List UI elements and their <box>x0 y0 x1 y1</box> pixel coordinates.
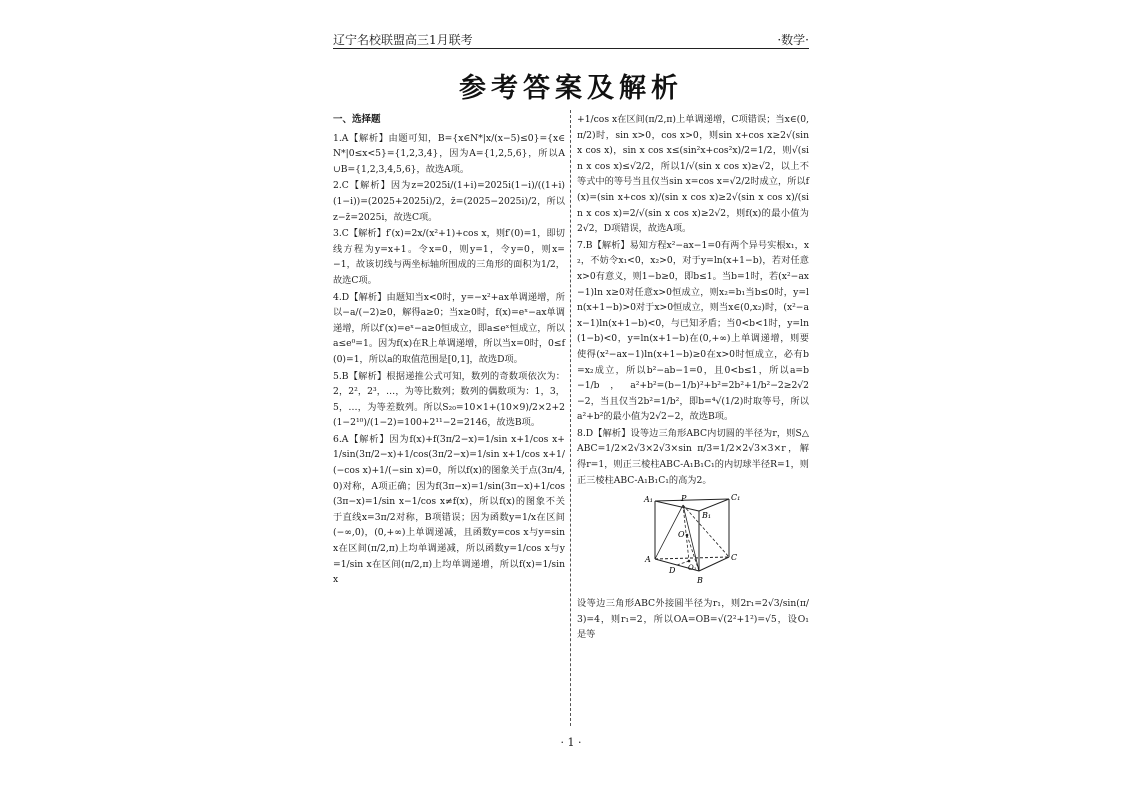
label-a1: A₁ <box>644 495 653 505</box>
page-title: 参考答案及解析 <box>459 73 683 104</box>
answer-6-continued: +1/cos x在区间(π/2,π)上单调递增，C项错误；当x∈(0,π/2)时，sin x>0，cos x>0，则sin x+cos x≥2√(sin x cos x)，sin x cos x≤(sin²x+cos²x)/2=1/2，则√(sin x cos x)≤√2/2，所以1/√(sin x cos x)≥√2，以上不等式中的等号当且仅当sin x=cos x=√2/2时成立，所以f(x)=(sin x+cos x)/(sin x cos x)≥2√(sin x cos x)/(sin x cos x)=2/√(sin x cos x)≥2√2，则f(x)的最小值为2√2，D项错误，故选A项。 <box>577 114 809 235</box>
answer-4: 4.D【解析】由题知当x<0时，y=−x²+ax单调递增，所以−a/(−2)≥0，解得a≥0；当x≥0时，f(x)=eˣ−ax单调递增，所以f′(x)=eˣ−a≥0恒成立，即a≤eˣ恒成立，所以a≤e⁰=1。因为f(x)在R上单调递增，所以当x=0时，0≤f(0)=1，所以a的取值范围是[0,1]，故选D项。 <box>333 291 565 365</box>
label-o1: O₁ <box>688 564 697 573</box>
label-a: A <box>645 555 651 565</box>
subject-label: ·数学· <box>777 33 809 47</box>
answer-2: 2.C【解析】因为z=2025i/(1+i)=2025i(1−i)/((1+i)(1−i))=(2025+2025i)/2，z̄=(2025−2025i)/2，所以z−z̄=2025i，故选C项。 <box>333 180 565 223</box>
label-o: O <box>678 530 685 540</box>
right-column <box>577 112 809 644</box>
running-header <box>333 28 809 49</box>
label-c: C <box>731 553 738 563</box>
prism-figure <box>577 491 809 591</box>
answer-6: 6.A【解析】因为f(x)+f(3π/2−x)=1/sin x+1/cos x+1/sin(3π/2−x)+1/cos(3π/2−x)=1/sin x+1/cos x+1/(−cos x)+1/(−sin x)=0，所以f(x)的图象关于点(3π/4,0)对称，A项正确；因为f(3π−x)=1/sin(3π−x)+1/cos(3π−x)=1/sin x−1/cos x≠f(x)，所以f(x)的图象不关于直线x=3π/2对称，B项错误；因为函数y=1/x在区间(−∞,0)，(0,+∞)上单调递减，且函数y=cos x与y=sin x在区间(π/2,π)上均单调递减，所以函数y=1/cos x与y=1/sin x在区间(π/2,π)上均单调递增，所以f(x)=1/sin x <box>333 433 565 586</box>
answer-8: 8.D【解析】设等边三角形ABC内切圆的半径为r，则S△ABC=1/2×2√3×2√3×sin π/3=1/2×2√3×3×r，解得r=1，则正三棱柱ABC-A₁B₁C₁的内切球半径R=1，则正三棱柱ABC-A₁B₁C₁的高为2。 <box>577 427 809 486</box>
answer-5: 5.B【解析】根据递推公式可知，数列的奇数项依次为：2，2²，2³，…，为等比数列；数列的偶数项为：1，3，5，…，为等差数列。所以S₂₀=10×1+(10×9)/2×2+2(1−2¹⁰)/(1−2)=100+2¹¹−2=2146，故选B项。 <box>333 370 565 429</box>
label-d: D <box>669 566 676 576</box>
answer-7: 7.B【解析】易知方程x²−ax−1=0有两个异号实根x₁，x₂，不妨令x₁<0，x₂>0，对于y=ln(x+1−b)，若对任意x>0有意义，则1−b≥0，即b≤1。当b=1时，若(x²−ax−1)ln x≥0对任意x>0恒成立，则x₂=b₁当b≤0时，y=ln(x+1−b)>0对于x>0恒成立，则当x∈(0,x₂)时，(x²−ax−1)ln(x+1−b)<0，与已知矛盾；当0<b<1时，y=ln(1−b)<0，y=ln(x+1−b)在(0,+∞)上单调递增，则要使得(x²−ax−1)ln(x+1−b)≥0在x>0时恒成立，必有b=x₂成立，所以b²−ab−1=0，且0<b≤1，所以a=b−1/b，a²+b²=(b−1/b)²+b²=2b²+1/b²−2≥2√2−2，当且仅当2b²=1/b²，即b=⁴√(1/2)时取等号，所以a²+b²的最小值为2√2−2，故选B项。 <box>577 239 809 423</box>
section-title: 一、选择题 <box>333 114 381 125</box>
column-divider <box>570 110 571 726</box>
left-column <box>333 112 565 589</box>
label-p: P <box>681 494 687 504</box>
label-b: B <box>697 576 703 586</box>
label-c1: C₁ <box>731 493 741 503</box>
exam-title: 辽宁名校联盟高三1月联考 <box>333 33 473 47</box>
page-number: · 1 · <box>560 736 582 749</box>
answer-3: 3.C【解析】f′(x)=2x/(x²+1)+cos x，则f′(0)=1，即切线方程为y=x+1。令x=0，则y=1，令y=0，则x=−1，故该切线与两坐标轴所围成的三角形的面积为1/2，故选C项。 <box>333 228 565 286</box>
label-b1: B₁ <box>702 511 712 521</box>
answer-1: 1.A【解析】由题可知，B={x∈N*|x/(x−5)≤0}={x∈N*|0≤x<5}={1,2,3,4}，因为A={1,2,5,6}，所以A∪B={1,2,3,4,5,6}，故选A项。 <box>333 132 565 175</box>
triangular-prism-diagram <box>643 491 743 589</box>
answer-8-continued: 设等边三角形ABC外接圆半径为r₁，则2r₁=2√3/sin(π/3)=4，则r₁=2，所以OA=OB=√(2²+1²)=√5，设O₁是等 <box>577 598 809 641</box>
